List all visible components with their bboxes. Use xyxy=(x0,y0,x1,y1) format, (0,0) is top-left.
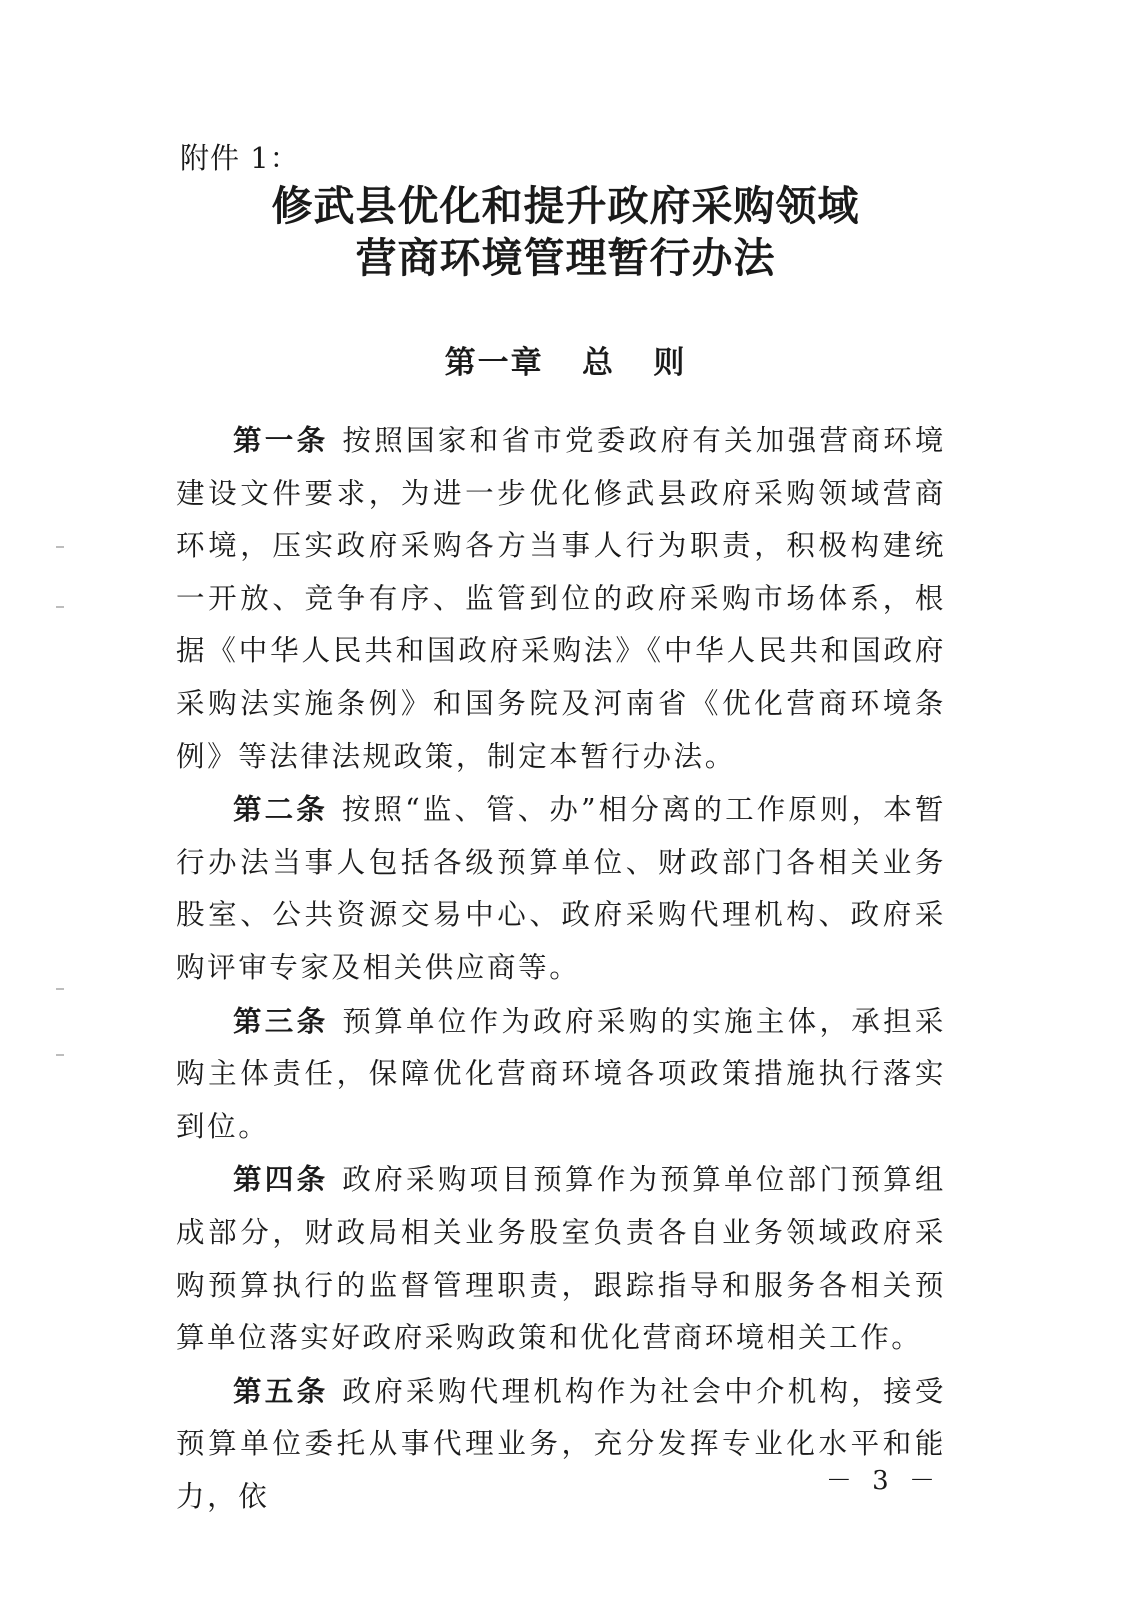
article-text: 政府采购代理机构作为社会中介机构，接受预算单位委托从事代理业务，充分发挥专业化水平和能力，依 xyxy=(176,1374,946,1513)
document-title-line-2: 营商环境管理暂行办法 xyxy=(355,234,776,282)
attachment-label: 附件 1： xyxy=(180,141,300,175)
chapter-heading: 第一章 总 则 xyxy=(444,345,687,381)
article-paragraph xyxy=(176,1365,946,1524)
article-label: 第一条 xyxy=(233,423,329,457)
article-text: 按照“监、管、办”相分离的工作原则，本暂行办法当事人包括各级预算单位、财政部门各相关业务股室、公共资源交易中心、政府采购代理机构、政府采购评审专家及相关供应商等。 xyxy=(176,793,946,984)
document-body xyxy=(176,414,946,1523)
scan-mark xyxy=(56,546,64,548)
article-paragraph xyxy=(176,1153,946,1364)
scan-mark xyxy=(56,606,64,608)
page-number: － 3 － xyxy=(825,1466,941,1496)
article-paragraph xyxy=(176,995,946,1154)
article-paragraph xyxy=(176,783,946,994)
scan-mark xyxy=(56,988,64,990)
article-label: 第四条 xyxy=(233,1162,329,1197)
article-label: 第二条 xyxy=(233,792,328,827)
article-text: 政府采购项目预算作为预算单位部门预算组成部分，财政局相关业务股室负责各自业务领域政府采购预算执行的监督管理职责，跟踪指导和服务各相关预算单位落实好政府采购政策和优化营商环境相关工作。 xyxy=(176,1163,946,1355)
article-label: 第五条 xyxy=(233,1373,329,1408)
article-label: 第三条 xyxy=(233,1003,329,1038)
scan-mark xyxy=(56,1054,64,1056)
document-title-line-1: 修武县优化和提升政府采购领域 xyxy=(271,182,860,230)
article-paragraph xyxy=(176,414,946,783)
article-text: 按照国家和省市党委政府有关加强营商环境建设文件要求，为进一步优化修武县政府采购领域营商环境，压实政府采购各方当事人行为职责，积极构建统一开放、竞争有序、监管到位的政府采购市场体系，根据《中华人民共和国政府采购法》《中华人民共和国政府采购法实施条例》和国务院及河南省《优化营商环境条例》等法律法规政策，制定本暂行办法。 xyxy=(176,424,946,773)
article-text: 预算单位作为政府采购的实施主体，承担采购主体责任，保障优化营商环境各项政策措施执行落实到位。 xyxy=(176,1004,946,1143)
